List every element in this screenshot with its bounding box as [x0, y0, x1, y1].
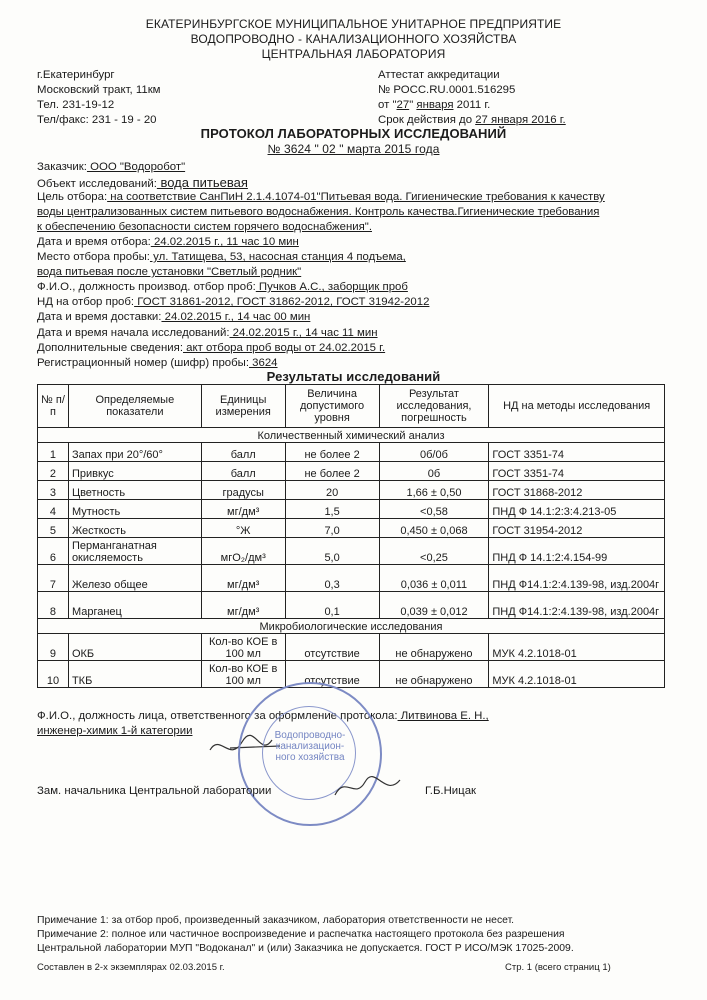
valid-value: 27 января 2016 г.	[475, 114, 566, 126]
table-row	[38, 500, 665, 519]
note-1: Примечание 1: за отбор проб, произведенный заказчиком, лаборатория ответственности не несет.	[37, 915, 515, 926]
signoff-role: Зам. начальника Центральной лаборатории	[37, 785, 272, 797]
row-unit: мг/дм³	[201, 565, 285, 592]
row-method: ПНД Ф14.1:2:4.139-98, изд.2004г	[489, 565, 665, 592]
nd-line	[37, 295, 429, 310]
delivery-value: 24.02.2015 г., 14 час 00 мин	[161, 311, 311, 323]
row-limit: не более 2	[285, 443, 379, 462]
row-indicator: Запах при 20°/60°	[68, 443, 201, 462]
note-2a: Примечание 2: полное или частичное воспроизведение и распечатка настоящего протокола без разрешения	[37, 929, 565, 940]
address-city: г.Екатеринбург	[37, 69, 115, 81]
header-num: № п/п	[38, 385, 69, 428]
purpose-line1	[37, 190, 605, 205]
protocol-title: ПРОТОКОЛ ЛАБОРАТОРНЫХ ИССЛЕДОВАНИЙ	[200, 126, 507, 141]
header-limit: Величина допустимого уровня	[285, 385, 379, 428]
customer-label: Заказчик:	[37, 161, 87, 173]
header-indicator: Определяемые показатели	[68, 385, 201, 428]
row-result: <0,58	[379, 500, 489, 519]
responsible-position: инженер-химик 1-й категории	[37, 725, 193, 737]
row-indicator: Марганец	[68, 592, 201, 619]
row-unit: Кол-во КОЕ в 100 мл	[201, 661, 285, 688]
row-unit: балл	[201, 462, 285, 481]
row-limit: отсутствие	[285, 661, 379, 688]
accreditation-block	[378, 68, 566, 128]
note-2b: Центральной лаборатории МУП "Водоканал" и (или) Заказчика не допускается. ГОСТ Р ИСО/МЭК 17025-2009.	[37, 943, 574, 954]
object-label: Объект исследований:	[37, 178, 157, 190]
start-value: 24.02.2015 г., 14 час 11 мин	[229, 327, 378, 339]
copies-note: Составлен в 2-х экземплярах 02.03.2015 г.	[37, 962, 225, 973]
row-indicator: Мутность	[68, 500, 201, 519]
section-micro: Микробиологические исследования	[38, 619, 665, 634]
row-unit: Кол-во КОЕ в 100 мл	[201, 634, 285, 661]
row-number: 8	[38, 592, 69, 619]
row-indicator: Перманганатная окисляемость	[68, 538, 201, 565]
row-result: 0,036 ± 0,011	[379, 565, 489, 592]
row-result: не обнаружено	[379, 634, 489, 661]
responsible-value: Литвинова Е. Н.,	[397, 710, 489, 722]
customer-value: ООО "Водоробот"	[86, 161, 186, 173]
valid-label: Срок действия до	[378, 114, 476, 126]
row-limit: отсутствие	[285, 634, 379, 661]
results-title: Результаты исследований	[266, 369, 441, 384]
row-number: 10	[38, 661, 69, 688]
place-line1	[37, 250, 406, 265]
date-day: 27	[396, 99, 410, 111]
date-year: 2011 г.	[453, 99, 491, 111]
row-method: ГОСТ 31954-2012	[489, 519, 665, 538]
purpose-label: Цель отбора:	[37, 191, 108, 203]
row-number: 6	[38, 538, 69, 565]
nd-label: НД на отбор проб:	[37, 296, 135, 308]
table-row	[38, 519, 665, 538]
table-row	[38, 592, 665, 619]
row-indicator: ТКБ	[68, 661, 201, 688]
table-row	[38, 481, 665, 500]
delivery-line	[37, 310, 310, 325]
row-method: ПНД Ф 14.1:2:4.154-99	[489, 538, 665, 565]
results-table	[37, 384, 665, 688]
extra-line	[37, 341, 385, 356]
seal-text: Водопроводно-канализацион-ного хозяйства	[274, 730, 346, 763]
extra-label: Дополнительные сведения:	[37, 342, 184, 354]
row-number: 1	[38, 443, 69, 462]
accreditation-title: Аттестат аккредитации	[378, 69, 500, 81]
row-method: ПНД Ф14.1:2:4.139-98, изд.2004г	[489, 592, 665, 619]
row-indicator: Жесткость	[68, 519, 201, 538]
sampler-line	[37, 280, 408, 295]
row-result: 0б/0б	[379, 443, 489, 462]
row-number: 4	[38, 500, 69, 519]
row-indicator: Цветность	[68, 481, 201, 500]
reg-value: 3624	[249, 357, 278, 369]
accreditation-number: № РОСС.RU.0001.516295	[378, 84, 516, 96]
date-prefix: от "	[378, 99, 397, 111]
reg-label: Регистрационный номер (шифр) пробы:	[37, 357, 250, 369]
start-line	[37, 326, 378, 341]
place-line2: вода питьевая после установки "Светлый родник"	[37, 266, 302, 278]
row-limit: 20	[285, 481, 379, 500]
row-unit: градусы	[201, 481, 285, 500]
row-result: <0,25	[379, 538, 489, 565]
header-unit: Единицы измерения	[201, 385, 285, 428]
sample-date-value: 24.02.2015 г., 11 час 10 мин	[150, 236, 299, 248]
org-name-line3: ЦЕНТРАЛЬНАЯ ЛАБОРАТОРИЯ	[261, 47, 446, 61]
header-result: Результат исследования, погрешность	[379, 385, 489, 428]
row-number: 9	[38, 634, 69, 661]
table-header-row	[38, 385, 665, 428]
sample-date-label: Дата и время отбора:	[37, 236, 151, 248]
org-name-line1: ЕКАТЕРИНБУРГСКОЕ МУНИЦИПАЛЬНОЕ УНИТАРНОЕ ПРЕДПРИЯТИЕ	[145, 17, 562, 31]
row-unit: °Ж	[201, 519, 285, 538]
place-value1: ул. Татищева, 53, насосная станция 4 подъема,	[149, 251, 406, 263]
date-month: января	[416, 99, 454, 111]
signature-2	[330, 770, 410, 805]
section-row-micro	[38, 619, 665, 634]
row-indicator: Железо общее	[68, 565, 201, 592]
row-number: 3	[38, 481, 69, 500]
row-method: МУК 4.2.1018-01	[489, 661, 665, 688]
object-value: вода питьевая	[156, 175, 248, 190]
row-unit: мгО₂/дм³	[201, 538, 285, 565]
nd-value: ГОСТ 31861-2012, ГОСТ 31862-2012, ГОСТ 31942-2012	[134, 296, 430, 308]
table-row	[38, 538, 665, 565]
row-number: 7	[38, 565, 69, 592]
row-number: 2	[38, 462, 69, 481]
place-label: Место отбора пробы:	[37, 251, 150, 263]
row-limit: 7,0	[285, 519, 379, 538]
row-limit: 1,5	[285, 500, 379, 519]
signoff-name: Г.Б.Ницак	[425, 785, 477, 797]
responsible-label: Ф.И.О., должность лица, ответственного за оформление протокола:	[37, 710, 398, 722]
address-fax: Тел/факс: 231 - 19 - 20	[37, 114, 157, 126]
table-row	[38, 462, 665, 481]
table-row	[38, 443, 665, 462]
notes-block	[37, 914, 574, 956]
row-result: не обнаружено	[379, 661, 489, 688]
row-method: ГОСТ 31868-2012	[489, 481, 665, 500]
purpose-value1: на соответствие СанПиН 2.1.4.1074-01"Питьевая вода. Гигиенические требования к качеству	[107, 191, 605, 203]
row-method: МУК 4.2.1018-01	[489, 634, 665, 661]
org-name-line2: ВОДОПРОВОДНО - КАНАЛИЗАЦИОННОГО ХОЗЯЙСТВА	[190, 32, 517, 46]
row-result: 0,039 ± 0,012	[379, 592, 489, 619]
purpose-line3: к обеспечению безопасности систем горячего водоснабжения".	[37, 221, 372, 233]
row-method: ПНД Ф 14.1:2:3:4.213-05	[489, 500, 665, 519]
delivery-label: Дата и время доставки:	[37, 311, 162, 323]
start-label: Дата и время начала исследований:	[37, 327, 230, 339]
row-unit: балл	[201, 443, 285, 462]
sample-date-line	[37, 235, 299, 250]
row-result: 1,66 ± 0,50	[379, 481, 489, 500]
row-result: 0,450 ± 0,068	[379, 519, 489, 538]
customer-line	[37, 160, 185, 175]
sampler-value: Пучков А.С., заборщик проб	[255, 281, 408, 293]
row-number: 5	[38, 519, 69, 538]
row-method: ГОСТ 3351-74	[489, 462, 665, 481]
address-block	[37, 68, 161, 128]
row-unit: мг/дм³	[201, 500, 285, 519]
table-row	[38, 661, 665, 688]
accreditation-date	[378, 98, 566, 113]
table-row	[38, 565, 665, 592]
header-method: НД на методы исследования	[489, 385, 665, 428]
row-limit: 0,1	[285, 592, 379, 619]
section-chemical: Количественный химический анализ	[38, 428, 665, 443]
section-row-chemical	[38, 428, 665, 443]
address-street: Московский тракт, 11км	[37, 84, 161, 96]
extra-value: акт отбора проб воды от 24.02.2015 г.	[183, 342, 386, 354]
row-unit: мг/дм³	[201, 592, 285, 619]
sampler-label: Ф.И.О., должность производ. отбор проб:	[37, 281, 256, 293]
row-limit: не более 2	[285, 462, 379, 481]
row-indicator: Привкус	[68, 462, 201, 481]
row-result: 0б	[379, 462, 489, 481]
row-method: ГОСТ 3351-74	[489, 443, 665, 462]
page-number: Стр. 1 (всего страниц 1)	[505, 962, 611, 973]
row-limit: 5,0	[285, 538, 379, 565]
table-row	[38, 634, 665, 661]
protocol-number: № 3624 " 02 " марта 2015 года	[267, 142, 440, 156]
purpose-line2: воды централизованных систем питьевого водоснабжения. Контроль качества.Гигиенические требования	[37, 206, 600, 218]
address-phone: Тел. 231-19-12	[37, 99, 115, 111]
row-limit: 0,3	[285, 565, 379, 592]
row-indicator: ОКБ	[68, 634, 201, 661]
date-mid: "	[409, 99, 414, 111]
